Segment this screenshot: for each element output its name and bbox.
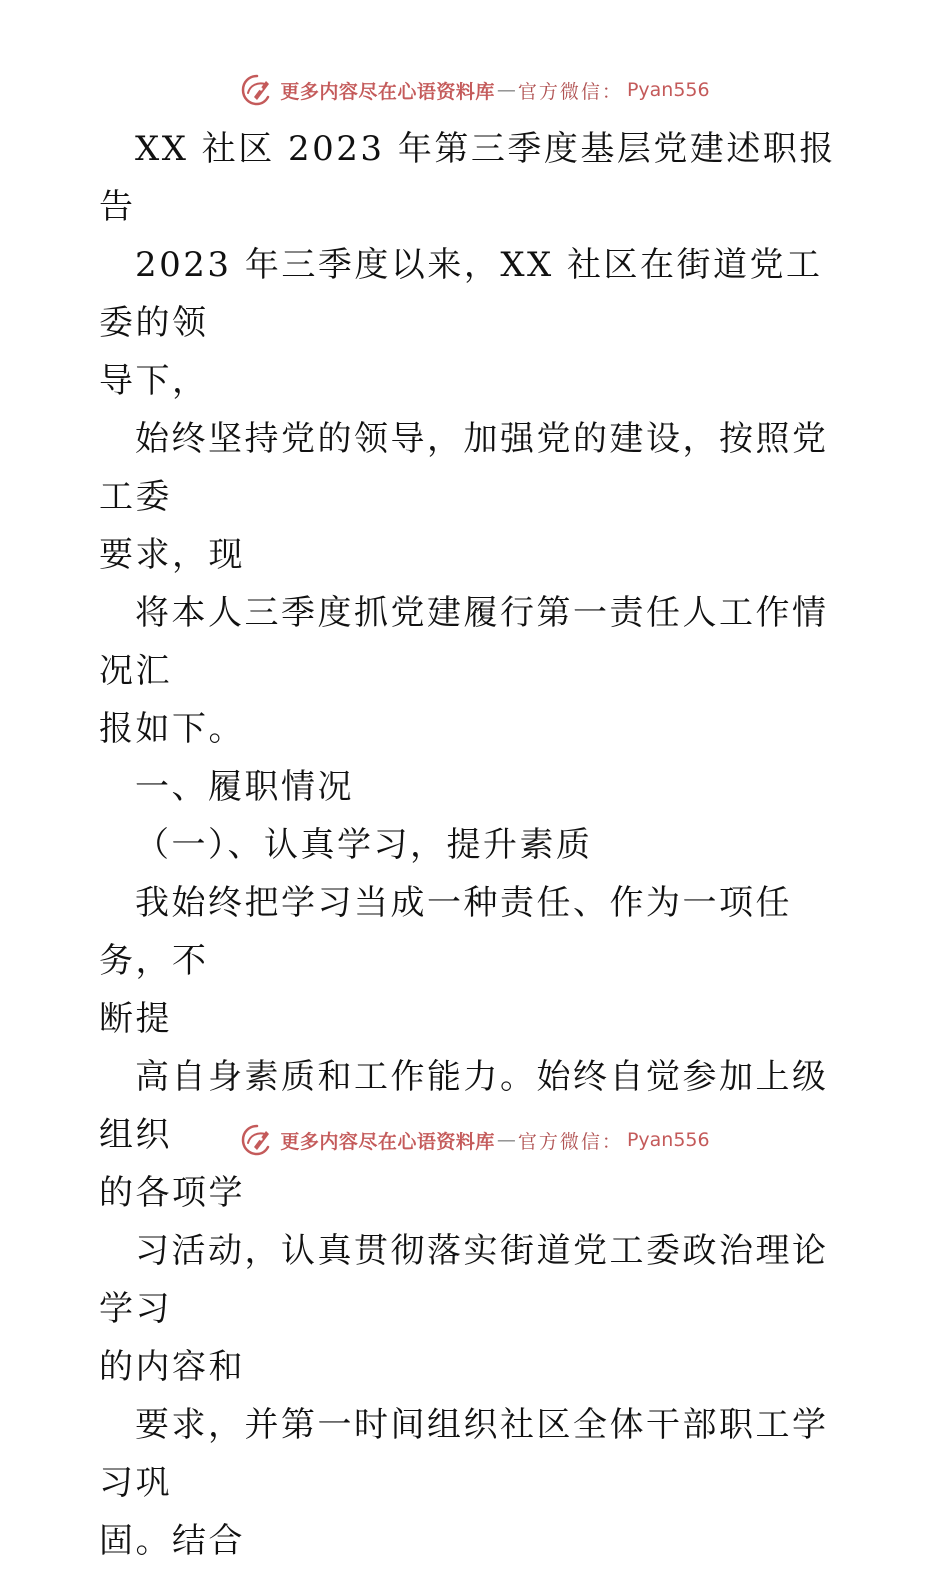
- watermark-dash: —: [496, 79, 516, 101]
- document-line: 2023 年三季度以来，XX 社区在街道党工委的领: [99, 245, 823, 343]
- section-heading: 一、履职情况: [135, 767, 354, 807]
- document-body: [99, 120, 859, 1570]
- watermark-dash: —: [496, 1129, 516, 1151]
- document-line: 报如下。: [99, 709, 245, 749]
- subsection-heading: （一）、认真学习，提升素质: [135, 825, 593, 865]
- document-line: 高自身素质和工作能力。始终自觉参加上级组织: [99, 1057, 829, 1155]
- watermark-contact-label: 官方微信：: [517, 1130, 623, 1153]
- watermark-banner-top: [0, 70, 950, 110]
- document-line: 我始终把学习当成一种责任、作为一项任务，不: [99, 883, 792, 981]
- watermark-banner-bottom: [0, 1120, 950, 1160]
- document-line: 的各项学: [99, 1173, 245, 1213]
- watermark-tagline: 更多内容尽在心语资料库: [280, 1130, 495, 1153]
- pen-nib-swirl-icon: [240, 73, 274, 107]
- watermark-wechat-id: Pyan556: [626, 1129, 710, 1151]
- document-line: 固。结合: [99, 1521, 245, 1561]
- document-line: 断提: [99, 999, 172, 1039]
- document-line: 始终坚持党的领导，加强党的建设，按照党工委: [99, 419, 829, 517]
- pen-nib-swirl-icon: [240, 1123, 274, 1157]
- document-line: 将本人三季度抓党建履行第一责任人工作情况汇: [99, 593, 829, 691]
- document-line: 要求，现: [99, 535, 245, 575]
- document-line: 导下，: [99, 361, 209, 401]
- document-title: XX 社区 2023 年第三季度基层党建述职报告: [99, 129, 836, 227]
- watermark-contact-label: 官方微信：: [517, 80, 623, 103]
- document-line: 习活动，认真贯彻落实街道党工委政治理论学习: [99, 1231, 829, 1329]
- document-line: 的内容和: [99, 1347, 245, 1387]
- document-line: 要求，并第一时间组织社区全体干部职工学习巩: [99, 1405, 829, 1503]
- watermark-tagline: 更多内容尽在心语资料库: [280, 80, 495, 103]
- watermark-wechat-id: Pyan556: [626, 79, 710, 101]
